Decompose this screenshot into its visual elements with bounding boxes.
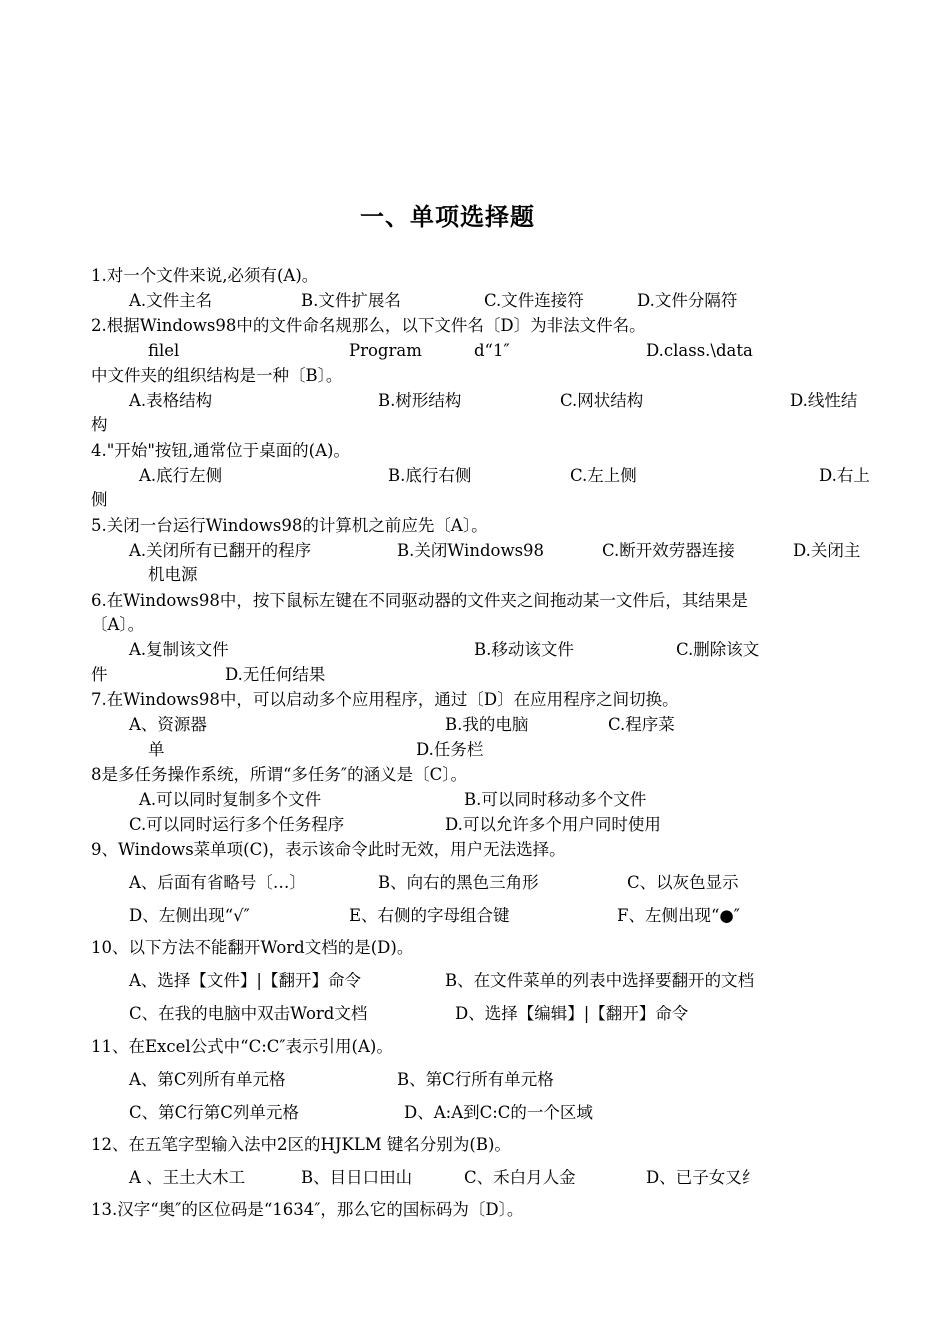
question-9: 9、Windows菜单项(C)，表示该命令此时无效，用户无法选择。 bbox=[91, 840, 566, 859]
option-text: B、向右的黑色三角形 bbox=[378, 873, 539, 892]
option-text: D.关闭主 bbox=[793, 541, 861, 560]
option-text: C.可以同时运行多个任务程序 bbox=[129, 815, 345, 834]
option-text: D.无任何结果 bbox=[225, 665, 326, 684]
question-12: 12、在五笔字型输入法中2区的HJKLM 键名分别为(B)。 bbox=[91, 1135, 511, 1154]
question-6-cont: 〔A〕。 bbox=[91, 615, 145, 634]
question-13: 13.汉字“奥″的区位码是“1634″，那么它的国标码为〔D〕。 bbox=[91, 1200, 524, 1219]
option-text: A、选择【文件】|【翻开】命令 bbox=[129, 971, 361, 990]
option-text: B.文件扩展名 bbox=[301, 291, 401, 310]
option-text: 单 bbox=[148, 740, 165, 759]
option-text: C、以灰色显示 bbox=[627, 873, 739, 892]
option-text: D.任务栏 bbox=[416, 740, 484, 759]
option-text: B、第C行所有单元格 bbox=[397, 1070, 554, 1089]
option-text: C.删除该文 bbox=[676, 640, 760, 659]
question-7: 7.在Windows98中，可以启动多个应用程序，通过〔D〕在应用程序之间切换。 bbox=[91, 690, 679, 709]
option-text: d“1″ bbox=[474, 341, 510, 360]
option-text: A.复制该文件 bbox=[129, 640, 229, 659]
option-text: D、左侧出现“√″ bbox=[129, 906, 250, 925]
question-5: 5.关闭一台运行Windows98的计算机之前应先〔A〕。 bbox=[91, 516, 488, 535]
question-1: 1.对一个文件来说,必须有(A)。 bbox=[91, 266, 319, 285]
option-text: A、后面有省略号〔…〕 bbox=[129, 873, 306, 892]
question-8: 8是多任务操作系统，所谓“多任务″的涵义是〔C〕。 bbox=[91, 765, 467, 784]
option-text: A 、王土大木工 bbox=[129, 1168, 246, 1187]
option-text: D、选择【编辑】|【翻开】命令 bbox=[455, 1004, 689, 1023]
option-text: C.网状结构 bbox=[560, 391, 644, 410]
option-text: B.移动该文件 bbox=[474, 640, 574, 659]
option-text: A.关闭所有已翻开的程序 bbox=[129, 541, 312, 560]
question-10: 10、以下方法不能翻开Word文档的是(D)。 bbox=[91, 938, 414, 957]
option-text: C、在我的电脑中双击Word文档 bbox=[129, 1004, 368, 1023]
question-4: 4."开始"按钮,通常位于桌面的(A)。 bbox=[91, 441, 350, 460]
option-text: A.可以同时复制多个文件 bbox=[139, 790, 322, 809]
option-text: 构 bbox=[91, 415, 108, 434]
option-text: A.文件主名 bbox=[129, 291, 213, 310]
option-text: A、第C列所有单元格 bbox=[129, 1070, 286, 1089]
option-text: B.我的电脑 bbox=[445, 715, 529, 734]
option-text: 侧 bbox=[91, 490, 108, 509]
option-text: C.断开效劳器连接 bbox=[602, 541, 735, 560]
option-text: A.表格结构 bbox=[129, 391, 213, 410]
option-text: D.线性结 bbox=[790, 391, 858, 410]
option-text: D.class.\data bbox=[646, 341, 753, 360]
option-text: F、左侧出现“●″ bbox=[617, 906, 740, 925]
option-text: D.右上 bbox=[819, 466, 870, 485]
question-3: 中文件夹的组织结构是一种〔B〕。 bbox=[91, 366, 343, 385]
option-text: B.可以同时移动多个文件 bbox=[464, 790, 647, 809]
question-6: 6.在Windows98中，按下鼠标左键在不同驱动器的文件夹之间拖动某一文件后，其结果是 bbox=[91, 591, 748, 610]
option-text: D.可以允许多个用户同时使用 bbox=[445, 815, 661, 834]
option-text: E、右侧的字母组合键 bbox=[349, 906, 510, 925]
option-text: B、在文件菜单的列表中选择要翻开的文档 bbox=[445, 971, 755, 990]
option-text: B、目日口田山 bbox=[301, 1168, 413, 1187]
question-2: 2.根据Windows98中的文件命名规那么，以下文件名〔D〕为非法文件名。 bbox=[91, 316, 646, 335]
option-text: A.底行左侧 bbox=[139, 466, 223, 485]
option-text: filel bbox=[148, 341, 180, 360]
option-text: C、第C行第C列单元格 bbox=[129, 1103, 299, 1122]
option-text: B.底行右侧 bbox=[388, 466, 472, 485]
option-text: D、A:A到C:C的一个区域 bbox=[404, 1103, 593, 1122]
option-text: D、已子女又纟 bbox=[646, 1168, 759, 1187]
option-text: C.左上侧 bbox=[570, 466, 637, 485]
option-text: Program bbox=[349, 341, 422, 360]
page-title: 一、单项选择题 bbox=[360, 203, 535, 231]
option-text: C.程序菜 bbox=[608, 715, 675, 734]
option-text: B.关闭Windows98 bbox=[397, 541, 545, 560]
option-text: D.文件分隔符 bbox=[637, 291, 738, 310]
option-text: C、禾白月人金 bbox=[464, 1168, 576, 1187]
option-text: C.文件连接符 bbox=[484, 291, 584, 310]
option-text: B.树形结构 bbox=[378, 391, 462, 410]
option-text: 机电源 bbox=[148, 565, 198, 584]
option-text: 件 bbox=[91, 665, 108, 684]
question-11: 11、在Excel公式中“C:C″表示引用(A)。 bbox=[91, 1037, 393, 1056]
option-text: A、资源器 bbox=[129, 715, 207, 734]
